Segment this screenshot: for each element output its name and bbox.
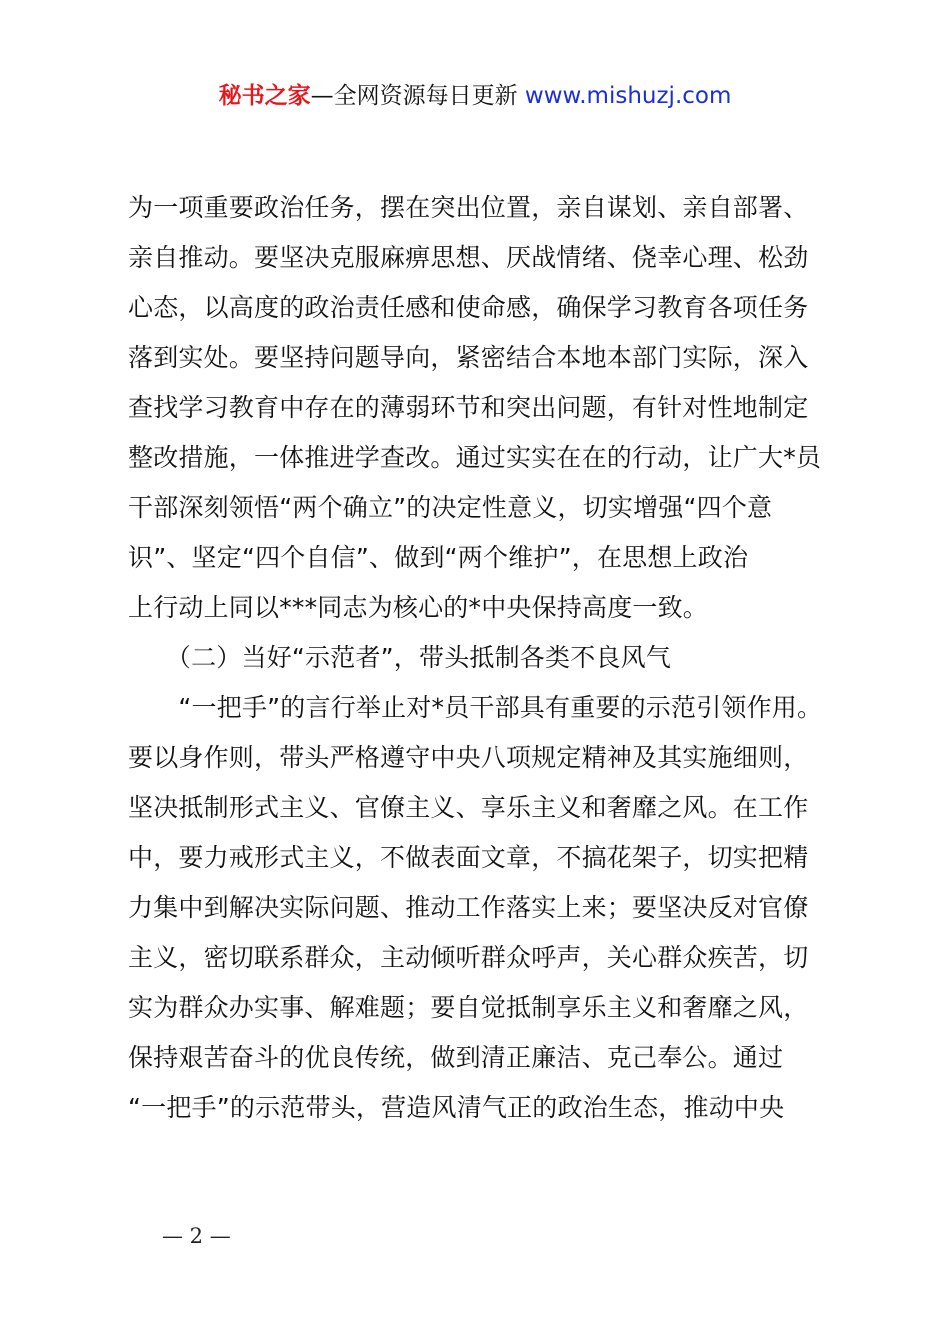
text-line: 中，要力戒形式主义，不做表面文章，不搞花架子，切实把精 xyxy=(128,843,809,872)
text-line: 主义，密切联系群众，主动倾听群众呼声，关心群众疾苦，切 xyxy=(128,943,809,972)
text-line: 保持艰苦奋斗的优良传统，做到清正廉洁、克己奉公。通过 xyxy=(128,1043,784,1072)
text-line: 查找学习教育中存在的薄弱环节和突出问题，有针对性地制定 xyxy=(128,393,809,422)
text-line: 亲自推动。要坚决克服麻痹思想、厌战情绪、侥幸心理、松劲 xyxy=(128,243,809,272)
header-tagline: —全网资源每日更新 xyxy=(310,83,525,109)
text-line: 干部深刻领悟“两个确立”的决定性意义，切实增强“四个意 xyxy=(128,493,773,522)
text-line: 心态，以高度的政治责任感和使命感，确保学习教育各项任务 xyxy=(128,293,809,322)
text-line: 落到实处。要坚持问题导向，紧密结合本地本部门实际，深入 xyxy=(128,343,809,372)
page-number: — 2 — xyxy=(162,1224,231,1248)
text-line: 整改措施，一体推进学查改。通过实实在在的行动，让广大*员 xyxy=(128,443,822,472)
text-line: 实为群众办实事、解难题；要自觉抵制享乐主义和奢靡之风， xyxy=(128,993,809,1022)
text-line: 上行动上同以***同志为核心的*中央保持高度一致。 xyxy=(128,593,709,622)
text-line: 坚决抵制形式主义、官僚主义、享乐主义和奢靡之风。在工作 xyxy=(128,793,809,822)
text-line: 识”、坚定“四个自信”、做到“两个维护”，在思想上政治 xyxy=(128,543,749,572)
text-line: 要以身作则，带头严格遵守中央八项规定精神及其实施细则， xyxy=(128,743,809,772)
text-line: “一把手”的言行举止对*员干部具有重要的示范引领作用。 xyxy=(128,693,823,722)
brand-name: 秘书之家 xyxy=(218,83,311,109)
text-line: 力集中到解决实际问题、推动工作落实上来；要坚决反对官僚 xyxy=(128,893,809,922)
text-line: 为一项重要政治任务，摆在突出位置，亲自谋划、亲自部署、 xyxy=(128,193,809,222)
document-body xyxy=(128,183,838,1133)
site-url-link[interactable]: www.mishuzj.com xyxy=(524,83,732,109)
site-header xyxy=(0,80,950,112)
text-line: “一把手”的示范带头，营造风清气正的政治生态，推动中央 xyxy=(128,1093,785,1122)
section-heading: （二）当好“示范者”，带头抵制各类不良风气 xyxy=(128,643,672,672)
